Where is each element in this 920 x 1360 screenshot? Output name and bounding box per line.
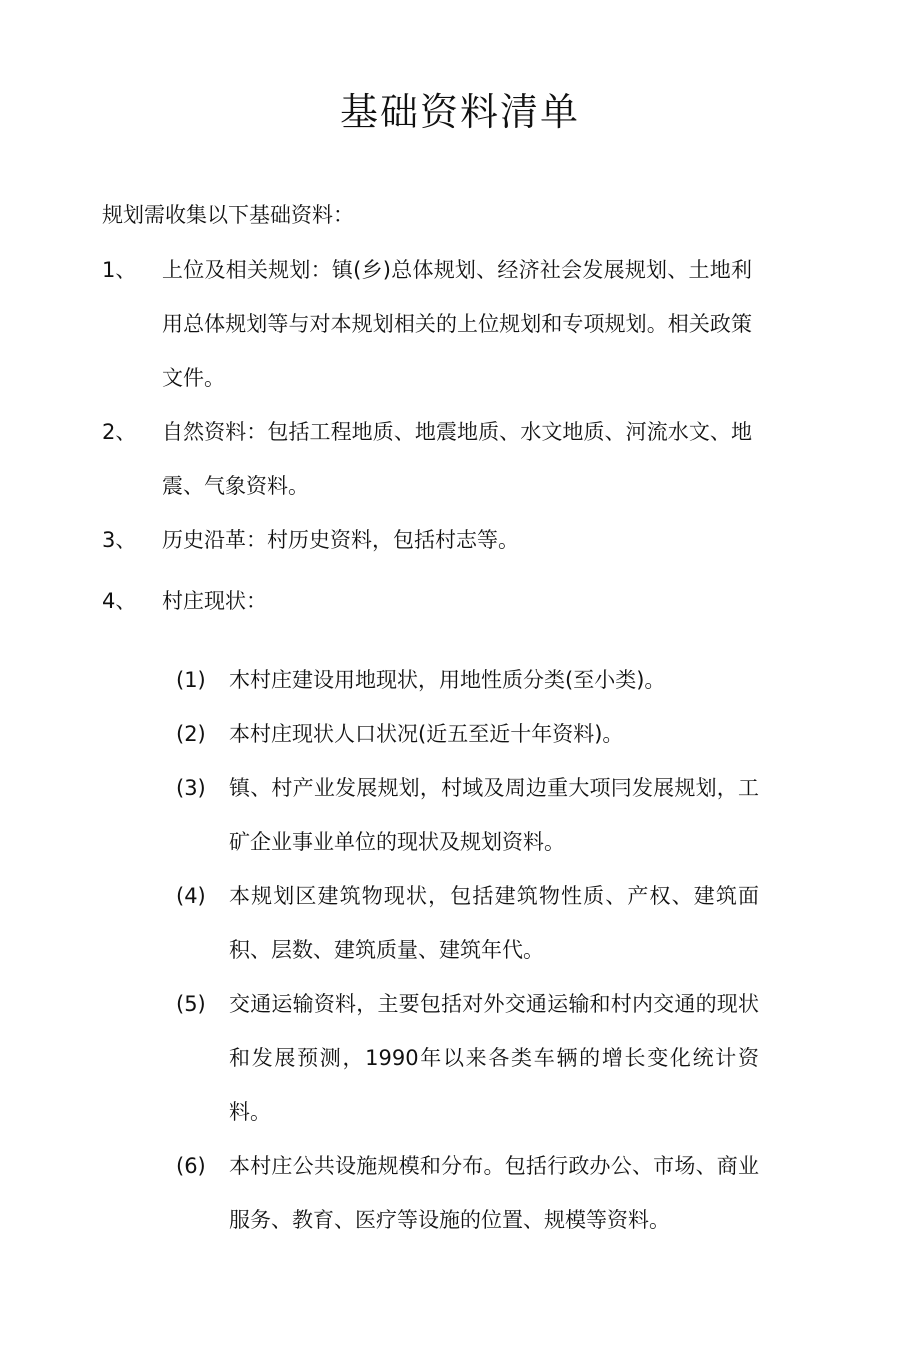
sub-item-text: 本规划区建筑物现状，包括建筑物性质、产权、建筑面积、层数、建筑质量、建筑年代。 (229, 884, 759, 962)
sub-item-number: (1) (176, 668, 206, 692)
sub-item-2 (176, 707, 766, 761)
sub-item-number: (5) (176, 992, 206, 1016)
sub-item-6 (176, 1139, 766, 1247)
list-item-number: 1、 (102, 258, 137, 282)
sub-item-number: (2) (176, 722, 206, 746)
sub-item-5 (176, 977, 766, 1139)
list-item-1 (102, 243, 762, 405)
sub-item-4 (176, 869, 766, 977)
list-item-number: 2、 (102, 420, 137, 444)
intro-text: 规划需收集以下基础资料： (102, 203, 354, 227)
sub-item-number: (4) (176, 884, 206, 908)
sub-item-text: 镇、村产业发展规划，村域及周边重大项冃发展规划，工矿企业事业单位的现状及规划资料。 (229, 776, 759, 854)
list-item-text: 上位及相关规划：镇(乡)总体规划、经济社会发展规划、土地利用总体规划等与对本规划相关的上位规划和专项规划。相关政策文件。 (162, 258, 752, 390)
sub-item-text: 交通运输资料，主要包括对外交通运输和村内交通的现状和发展预测，1990年以来各类车辆的增长变化统计资料。 (229, 992, 759, 1124)
list-item-text: 村庄现状： (162, 589, 267, 613)
list-item-number: 4、 (102, 589, 137, 613)
sub-item-number: (6) (176, 1154, 206, 1178)
list-item-2 (102, 405, 762, 513)
sub-item-number: (3) (176, 776, 206, 800)
document-title: 基础资料清单 (339, 90, 580, 134)
list-item-number: 3、 (102, 528, 137, 552)
sub-item-3 (176, 761, 766, 869)
sub-item-1 (176, 653, 766, 707)
list-item-4 (102, 574, 762, 628)
list-item-text: 历史沿革：村历史资料，包括村志等。 (162, 528, 519, 552)
sub-item-text: 本村庄公共设施规模和分布。包括行政办公、市场、商业服务、教育、医疗等设施的位置、规模等资料。 (229, 1154, 759, 1232)
list-item-3 (102, 513, 762, 567)
sub-item-text: 木村庄建设用地现状，用地性质分类(至小类)。 (229, 668, 666, 692)
sub-item-text: 本村庄现状人口状况(近五至近十年资料)。 (229, 722, 624, 746)
list-item-text: 自然资料：包括工程地质、地震地质、水文地质、河流水文、地震、气象资料。 (162, 420, 752, 498)
